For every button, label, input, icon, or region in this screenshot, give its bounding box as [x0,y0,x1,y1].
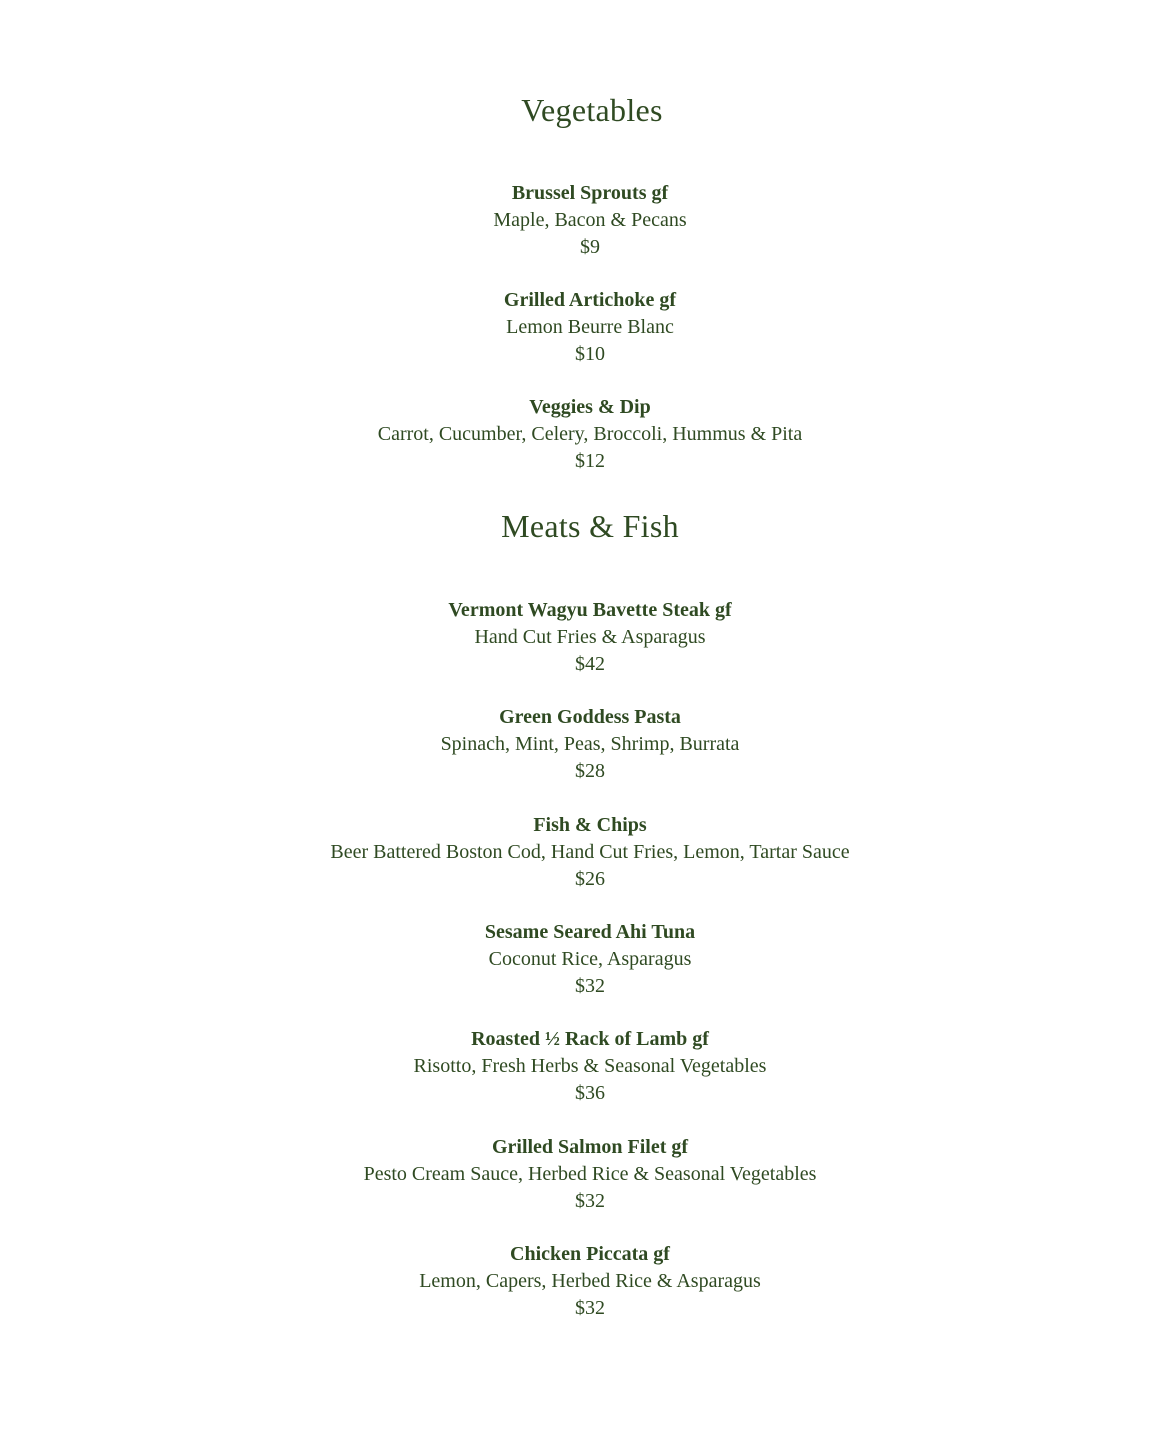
section-meats-fish [0,506,1166,546]
item-name: Sesame Seared Ahi Tuna [484,921,696,943]
item-price: $9 [580,236,600,258]
section-title: Meats & Fish [501,508,679,544]
menu-item [0,394,1166,475]
item-price: $10 [575,343,605,365]
section-vegetables [0,90,1166,130]
item-price: $32 [575,975,605,997]
section-title: Vegetables [521,92,663,128]
menu-item [0,1026,1166,1107]
item-name: Chicken Piccata gf [510,1243,670,1265]
item-description: Lemon, Capers, Herbed Rice & Asparagus [419,1270,761,1292]
item-name: Roasted ½ Rack of Lamb gf [471,1028,709,1050]
item-description: Carrot, Cucumber, Celery, Broccoli, Hummus & Pita [377,423,803,445]
item-description: Spinach, Mint, Peas, Shrimp, Burrata [440,733,740,755]
item-name: Grilled Artichoke gf [503,289,677,311]
menu-item [0,1134,1166,1215]
item-name: Fish & Chips [533,814,647,836]
item-description: Lemon Beurre Blanc [506,316,674,338]
item-price: $42 [575,653,605,675]
item-description: Risotto, Fresh Herbs & Seasonal Vegetables [413,1055,767,1077]
item-price: $36 [575,1082,605,1104]
menu-item [0,180,1166,261]
item-description: Beer Battered Boston Cod, Hand Cut Fries, Lemon, Tartar Sauce [330,841,850,863]
menu-item [0,812,1166,893]
item-name: Vermont Wagyu Bavette Steak gf [448,599,732,621]
menu-item [0,704,1166,785]
item-description: Pesto Cream Sauce, Herbed Rice & Seasonal Vegetables [363,1163,817,1185]
item-price: $32 [575,1297,605,1319]
item-name: Grilled Salmon Filet gf [491,1136,689,1158]
item-name: Green Goddess Pasta [499,706,681,728]
item-price: $26 [575,868,605,890]
item-description: Coconut Rice, Asparagus [488,948,692,970]
item-name: Veggies & Dip [529,396,651,418]
item-price: $28 [575,760,605,782]
item-description: Maple, Bacon & Pecans [493,209,687,231]
item-name: Brussel Sprouts gf [511,182,669,204]
item-price: $32 [575,1190,605,1212]
menu-item [0,1241,1166,1322]
menu-item [0,287,1166,368]
item-description: Hand Cut Fries & Asparagus [474,626,706,648]
item-price: $12 [575,450,605,472]
menu-item [0,597,1166,678]
menu-item [0,919,1166,1000]
